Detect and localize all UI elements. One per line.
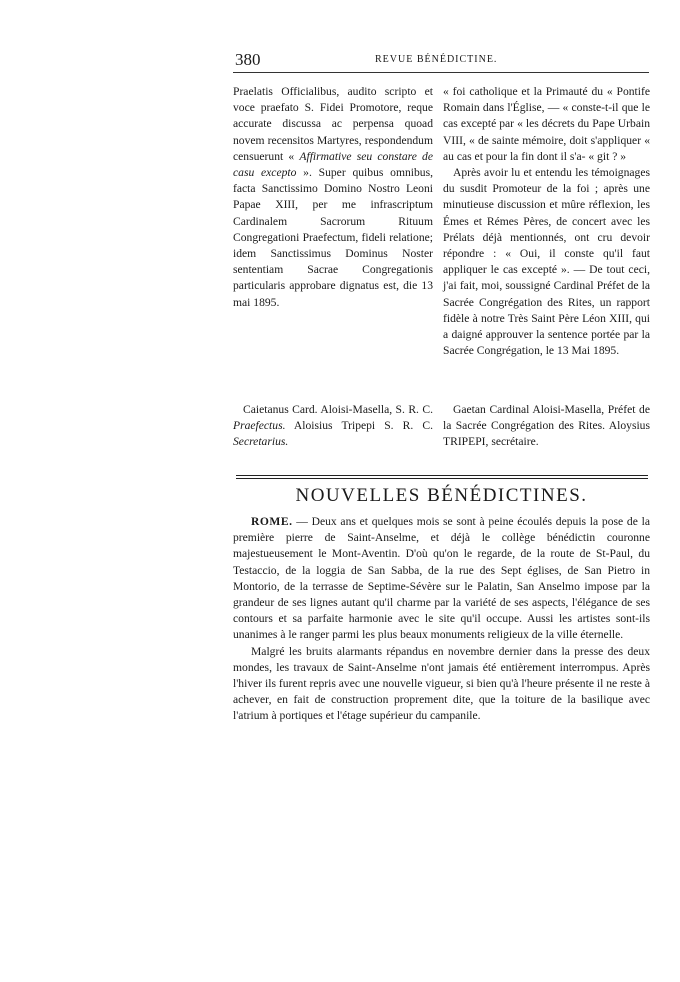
french-signature [443, 402, 650, 450]
french-paragraph-1: « foi catholique et la Primauté du « Pontife Romain dans l'Église, — « conste-t-il que le cas excepté par « les décrets du Pape Urbain VIII, « de sainte mémoire, doit s'appliquer « au cas et pour la fin dont il s'a- « git ? » [443, 85, 650, 163]
sig-fr-text: Gaetan Cardinal Aloisi-Masella, Préfet de la Sacrée Congrégation des Rites. Aloysius [443, 403, 650, 432]
latin-column [233, 84, 433, 311]
sig-title-2: Secretarius. [233, 435, 289, 448]
french-paragraph-2: Après avoir lu et entendu les témoignages du susdit Promoteur de la foi ; après une minutieuse discussion et mûre réflexion, les Émes et Rémes Pères, de concert avec les Prélats déjà mentionnés, ont cru devoir répondre : « Oui, il conste qu'il faut appliquer le cas excepté ». — De tout ceci, j'ai fait, moi, soussigné Cardinal Préfet de la Sacrée Congrégation des Rites, un rapport fidèle à notre Très Saint Père Léon XIII, qui a daigné approuver la sentence portée par la Sacrée Congrégation, le 13 Mai 1895. [443, 166, 650, 358]
sig-title-1: Praefectus. [233, 419, 286, 432]
latin-signature [233, 402, 433, 450]
sig-fr-role: , secrétaire. [485, 435, 539, 448]
sig-fr-surname: TRIPEPI [443, 435, 486, 448]
header-rule [233, 72, 649, 73]
french-column [443, 84, 650, 359]
section-paragraph-1-text: — Deux ans et quelques mois se sont à peine écoulés depuis la pose de la première pierre de Saint-Anselme, et déjà le collège bénédictin couronne majestueusement le Mont-Aventin. D'où qu'on le regarde, de la route de St-Paul, du Testaccio, de la loggia de San Sabba, de la rue des Sept églises, de San Pietro in Montorio, de la terrasse de Septime-Sévère sur le Palatin, San Anselmo impose par la grandeur de ses lignes autant qu'il charme par la variété de ses aspects, l'élégance de ses contours et sa parfaite harmonie avec le site qu'il occupe. Aussi les artistes sont-ils unanimes à le ranger parmi les plus beaux monuments religieux de la ville éternelle. [233, 515, 650, 642]
latin-text-2: ». Super quibus omnibus, facta Sanctissimo Domino Nostro Leoni Papae XIII, per me infrascriptum Cardinalem Sacrorum Rituum Congregationi Praefectum, fideli relatione; idem Sanctissimus Dominus Noster sententiam Sacrae Congregationis particularis approbare dignatus est, die 13 mai 1895. [233, 166, 433, 309]
french-signature-text [443, 402, 650, 450]
section-title: NOUVELLES BÉNÉDICTINES. [295, 485, 588, 506]
latin-paragraph [233, 84, 433, 311]
running-header [235, 50, 650, 70]
section-paragraph-1 [233, 514, 650, 644]
section-body [233, 514, 650, 725]
running-title: REVUE BÉNÉDICTINE. [375, 54, 498, 65]
sig-name-2: Aloisius Tripepi S. R. C. [285, 419, 433, 432]
latin-italic-phrase: Affirmative seu constare de casu excepto [233, 149, 433, 180]
page-number: 380 [235, 50, 261, 69]
latin-text-1: Praelatis Officialibus, audito scripto et voce praefato S. Fidei Promotore, reque accurate discussa ac perpensa quoad novem recensitos Martyres, respondendum censuerunt « [233, 85, 433, 163]
section-rule-bottom [236, 478, 648, 479]
section-paragraph-2: Malgré les bruits alarmants répandus en novembre dernier dans la presse des deux mondes, les travaux de Saint-Anselme n'ont jamais été entièrement interrompus. Après l'hiver ils furent repris avec une nouvelle vigueur, si bien qu'à l'heure présente il ne reste à achever, en fait de construction proprement dite, que la toiture de la basilique avec l'atrium à portiques et l'étage supérieur du campanile. [233, 644, 650, 723]
section-lead-word: ROME. [251, 515, 293, 528]
sig-name-1: Caietanus Card. Aloisi-Masella, S. R. C. [243, 403, 433, 416]
latin-signature-text [233, 402, 433, 450]
section-rule-top [236, 475, 648, 476]
